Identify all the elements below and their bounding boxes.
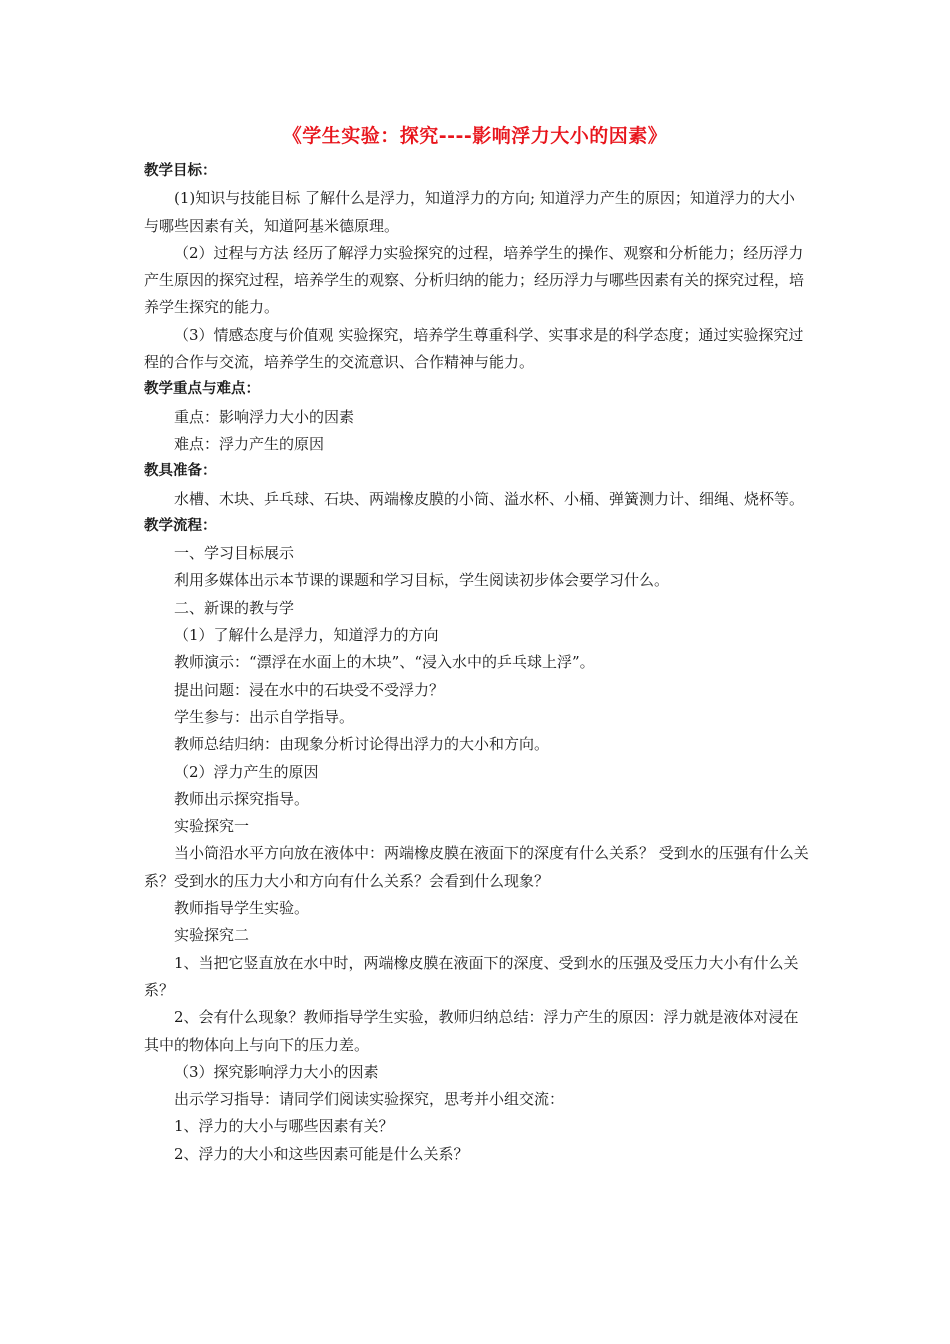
heading-process: 教学流程： [144, 517, 217, 534]
difficult-point: 难点：浮力产生的原因 [174, 434, 325, 453]
goal-attitude: （3）情感态度与价值观 实验探究，培养学生尊重科学、实事求是的科学态度；通过实验探究过程的合作与交流，培养学生的交流意识、合作精神与能力。 [144, 325, 804, 372]
part3-title: （3）探究影响浮力大小的因素 [174, 1062, 379, 1081]
key-point: 重点：影响浮力大小的因素 [174, 407, 355, 426]
experiment1-questions: 当小筒沿水平方向放在液体中：两端橡皮膜在液面下的深度有什么关系？ 受到水的压强有什么关系？受到水的压力大小和方向有什么关系？会看到什么现象？ [144, 844, 809, 890]
experiment1-guide: 教师指导学生实验。 [174, 899, 310, 918]
experiment2-question1: 1、当把它竖直放在水中时，两端橡皮膜在液面下的深度、受到水的压强及受压力大小有什么关系？ [144, 953, 799, 999]
process-line: 利用多媒体出示本节课的课题和学习目标，学生阅读初步体会要学习什么。 [174, 571, 670, 590]
document-title: 《学生实验：探究----影响浮力大小的因素》 [282, 125, 668, 147]
part3-question1: 1、浮力的大小与哪些因素有关？ [174, 1117, 394, 1136]
experiment2-title: 实验探究二 [174, 926, 250, 945]
goal-process: （2）过程与方法 经历了解浮力实验探究的过程，培养学生的操作、观察和分析能力；经历浮力产生原因的探究过程，培养学生的观察、分析归纳的能力；经历浮力与哪些因素有关的探究过程，培养学生探究的能力。 [144, 243, 805, 317]
process-line: 提出问题：浸在水中的石块受不受浮力？ [174, 680, 445, 699]
document-body [144, 158, 809, 1168]
tools-list: 水槽、木块、乒乓球、石块、两端橡皮膜的小筒、溢水杯、小桶、弹簧测力计、细绳、烧杯等。 [174, 489, 805, 508]
goal-knowledge: (1)知识与技能目标 了解什么是浮力，知道浮力的方向; 知道浮力产生的原因；知道浮力的大小与哪些因素有关，知道阿基米德原理。 [144, 189, 795, 235]
heading-goals: 教学目标： [144, 163, 217, 179]
process-line: 一、学习目标展示 [174, 544, 295, 563]
process-line: 二、新课的教与学 [174, 598, 295, 617]
process-line: 教师总结归纳：由现象分析讨论得出浮力的大小和方向。 [174, 735, 550, 754]
heading-tools: 教具准备： [144, 463, 217, 480]
experiment2-question2: 2、会有什么现象？教师指导学生实验，教师归纳总结：浮力产生的原因：浮力就是液体对浸在其中的物体向上与向下的压力差。 [144, 1008, 799, 1054]
heading-keypoints: 教学重点与难点： [144, 381, 260, 398]
process-line: 教师出示探究指导。 [174, 789, 310, 808]
part3-question2: 2、浮力的大小和这些因素可能是什么关系？ [174, 1144, 469, 1163]
process-line: （1）了解什么是浮力，知道浮力的方向 [174, 626, 439, 645]
process-line: 教师演示：“漂浮在水面上的木块”、“浸入水中的乒乓球上浮”。 [174, 653, 595, 672]
process-line: 学生参与：出示自学指导。 [174, 707, 355, 726]
process-line: 实验探究一 [174, 817, 250, 836]
part3-guide: 出示学习指导：请同学们阅读实验探究，思考并小组交流： [174, 1090, 565, 1109]
process-line: （2）浮力产生的原因 [174, 762, 319, 781]
